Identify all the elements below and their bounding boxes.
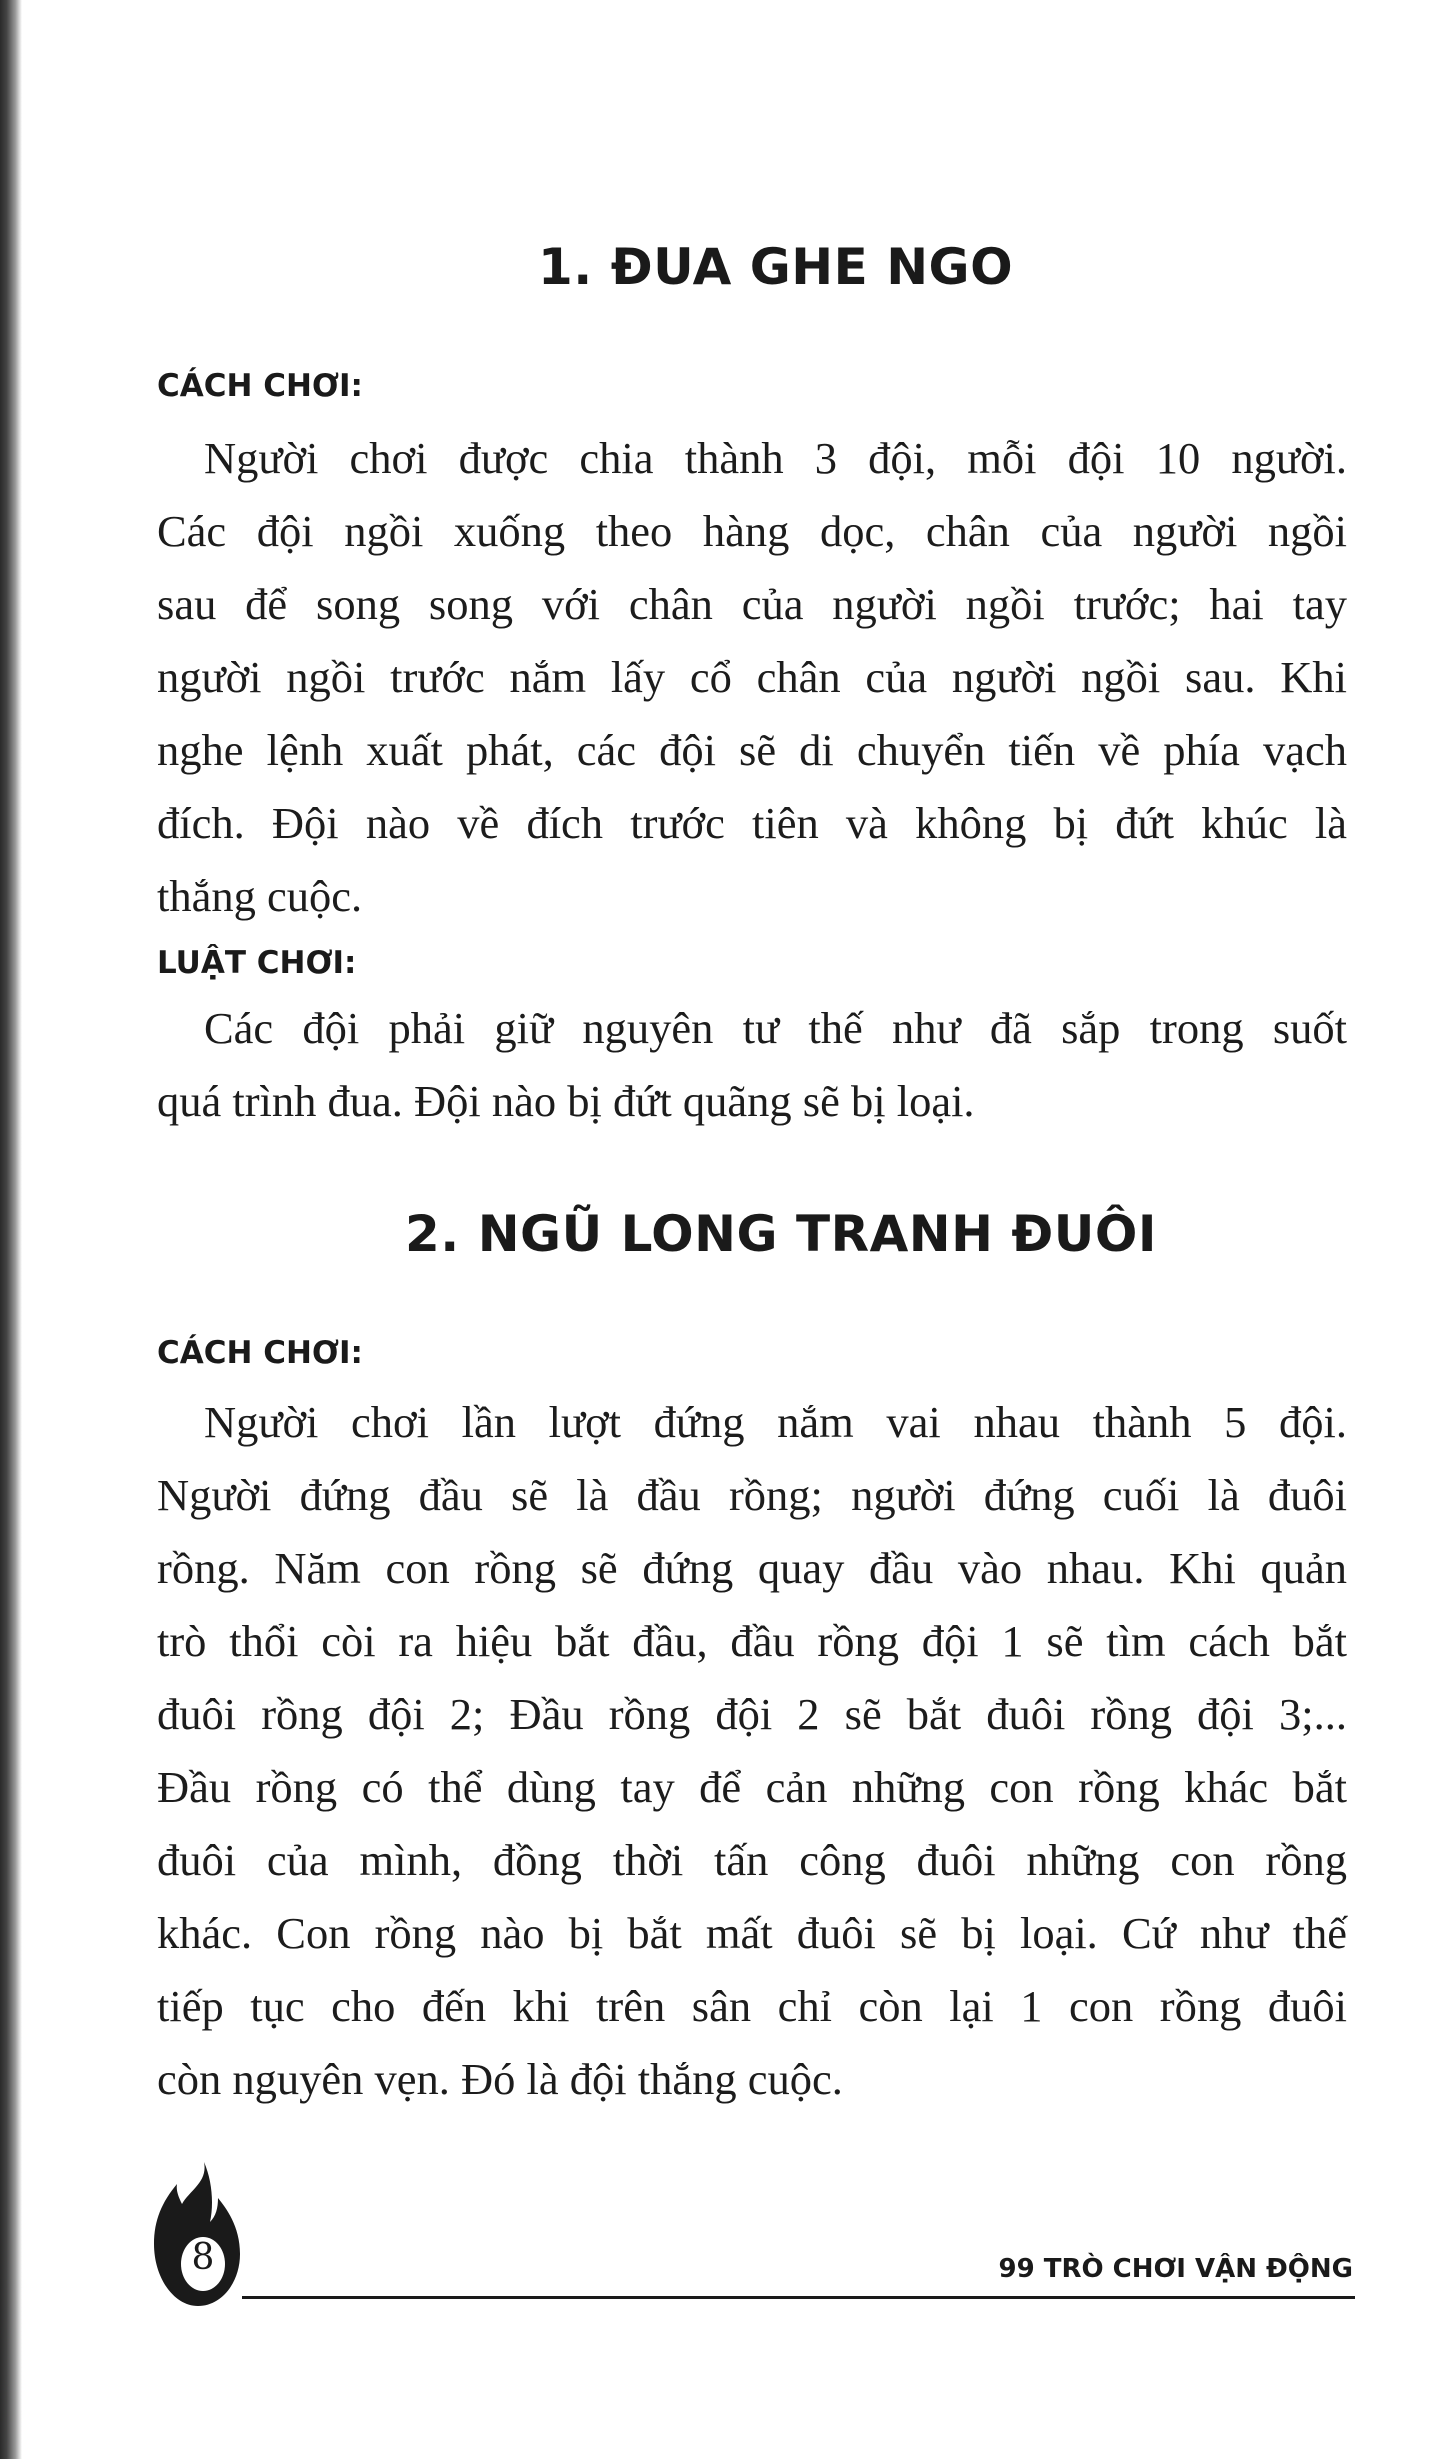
text-line: đuôi của mình, đồng thời tấn công đuôi những con rồng	[157, 1835, 1347, 1885]
text-line: người ngồi trước nắm lấy cổ chân của người ngồi sau. Khi	[157, 652, 1347, 702]
section-1-rules-text	[157, 1003, 1347, 1152]
section-1-how-to-play-text	[157, 433, 1347, 947]
flame-icon	[146, 2160, 246, 2310]
footer-book-title: 99 TRÒ CHƠI VẬN ĐỘNG	[998, 2254, 1353, 2284]
text-line: Người đứng đầu sẽ là đầu rồng; người đứng cuối là đuôi	[157, 1470, 1347, 1520]
text-line: tiếp tục cho đến khi trên sân chỉ còn lại 1 con rồng đuôi	[157, 1981, 1347, 2031]
text-line: Người chơi lần lượt đứng nắm vai nhau thành 5 đội.	[204, 1397, 1347, 1447]
section-2-how-to-play-label: CÁCH CHƠI:	[157, 1335, 363, 1371]
text-line: khác. Con rồng nào bị bắt mất đuôi sẽ bị loại. Cứ như thế	[157, 1908, 1347, 1958]
text-line: Người chơi được chia thành 3 đội, mỗi đội 10 người.	[204, 433, 1347, 483]
section-2-how-to-play-text	[157, 1397, 1347, 2130]
text-line: quá trình đua. Đội nào bị đứt quãng sẽ bị loại.	[157, 1076, 975, 1126]
footer-divider	[242, 2296, 1355, 2299]
section-2-title: 2. NGŨ LONG TRANH ĐUÔI	[405, 1205, 1157, 1263]
section-1-title: 1. ĐUA GHE NGO	[538, 238, 1014, 296]
text-line: đuôi rồng đội 2; Đầu rồng đội 2 sẽ bắt đuôi rồng đội 3;...	[157, 1689, 1347, 1739]
text-line: Đầu rồng có thể dùng tay để cản những con rồng khác bắt	[157, 1762, 1347, 1812]
page-number: 8	[191, 2237, 215, 2278]
text-line: đích. Đội nào về đích trước tiên và không bị đứt khúc là	[157, 798, 1347, 848]
section-1-rules-label: LUẬT CHƠI:	[157, 945, 357, 981]
text-line: Các đội ngồi xuống theo hàng dọc, chân của người ngồi	[157, 506, 1347, 556]
text-line: nghe lệnh xuất phát, các đội sẽ di chuyển tiến về phía vạch	[157, 725, 1347, 775]
text-line: còn nguyên vẹn. Đó là đội thắng cuộc.	[157, 2054, 843, 2104]
text-line: sau để song song với chân của người ngồi trước; hai tay	[157, 579, 1347, 629]
text-line: Các đội phải giữ nguyên tư thế như đã sắp trong suốt	[204, 1003, 1347, 1053]
text-line: rồng. Năm con rồng sẽ đứng quay đầu vào nhau. Khi quản	[157, 1543, 1347, 1593]
text-line: thắng cuộc.	[157, 871, 363, 921]
text-line: trò thổi còi ra hiệu bắt đầu, đầu rồng đội 1 sẽ tìm cách bắt	[157, 1616, 1347, 1666]
page-binding-edge	[0, 0, 22, 2459]
section-1-how-to-play-label: CÁCH CHƠI:	[157, 368, 363, 404]
